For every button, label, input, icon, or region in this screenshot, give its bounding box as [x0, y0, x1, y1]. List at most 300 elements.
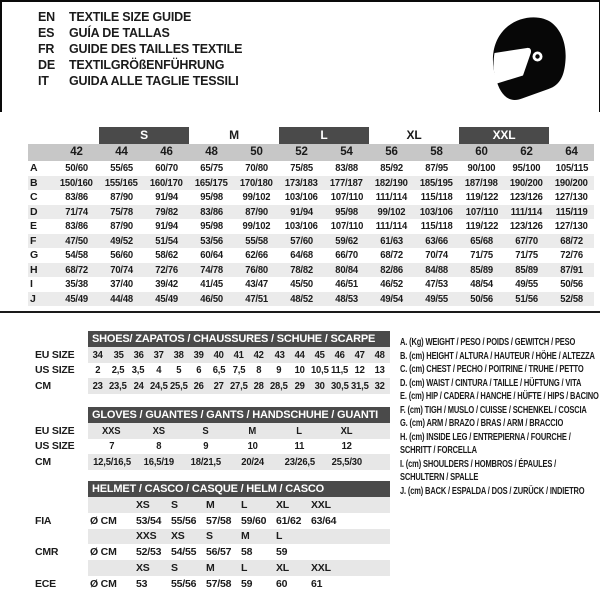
size-value-cell	[148, 380, 168, 392]
measurement-value: 55/65	[110, 162, 133, 174]
measurement-cell	[54, 248, 99, 263]
helmet-size-cell	[134, 562, 169, 574]
value-text: 7	[108, 440, 115, 453]
measurement-value: 66/70	[335, 249, 358, 261]
measurement-cell	[324, 234, 369, 249]
table-row	[30, 378, 392, 394]
size-text: L	[241, 498, 248, 511]
size-value-cell	[88, 456, 135, 468]
size-text: XXL	[311, 498, 331, 511]
measurement-value: 70/74	[425, 249, 448, 261]
size-text: XL	[276, 498, 290, 511]
measurement-cell	[279, 292, 324, 307]
measurement-value: 64/68	[290, 249, 313, 261]
measurement-cell	[189, 161, 234, 176]
standard-label: ECE	[35, 577, 56, 590]
size-text: XXL	[311, 562, 331, 575]
measurement-value: 49/55	[515, 278, 538, 290]
measurement-value: 76/80	[245, 263, 268, 276]
measurement-cell	[279, 277, 324, 292]
size-number: 52	[295, 146, 308, 158]
size-value-cell	[189, 364, 209, 376]
measurement-value: 95/98	[335, 205, 358, 218]
value-text: 10	[247, 440, 258, 453]
gloves-size-table	[30, 407, 392, 470]
row-letter: A	[30, 162, 38, 174]
measurement-value: 68/72	[65, 263, 88, 276]
value-text: 59	[241, 577, 253, 590]
row-label: US SIZE	[35, 364, 75, 377]
measurement-cell	[234, 205, 279, 220]
size-group-label: L	[279, 127, 369, 144]
measurement-cell	[144, 219, 189, 234]
size-value-cell	[269, 380, 289, 392]
measurement-cell	[324, 190, 369, 205]
language-row	[38, 9, 242, 25]
table-row	[30, 423, 392, 439]
measurement-value: 56/60	[110, 249, 133, 261]
size-number: 64	[565, 146, 578, 158]
language-row	[38, 73, 242, 89]
measurement-cell	[324, 263, 369, 278]
measurement-value: 85/89	[470, 263, 493, 276]
value-text: L	[296, 424, 303, 437]
value-text: 54/55	[171, 546, 197, 559]
measurement-value: 70/80	[245, 162, 268, 174]
value-text: 25,5	[169, 379, 188, 392]
helmet-size-table	[30, 481, 392, 592]
value-text: 10	[294, 364, 305, 377]
measurement-row	[28, 292, 594, 307]
value-text: 48	[374, 348, 385, 361]
helmet-size-cell	[274, 530, 309, 542]
helmet-value-cell	[309, 578, 344, 590]
measurement-value: 72/76	[155, 263, 178, 276]
measurement-value: 48/54	[470, 278, 493, 290]
helmet-value-cell	[204, 578, 239, 590]
measurement-cell	[144, 248, 189, 263]
helmet-size-cell	[169, 562, 204, 574]
value-text: 34	[92, 348, 104, 361]
size-text: S	[206, 530, 213, 543]
measurement-value: 59/62	[335, 234, 358, 247]
measurement-cell	[459, 219, 504, 234]
value-text: 6,5	[212, 364, 226, 377]
value-text: 42	[254, 348, 265, 361]
measurement-row	[28, 176, 594, 191]
legend-item: E. (cm) HIP / CADERA / HANCHE / HÜFTE / HIPS / BACINO	[400, 391, 599, 402]
measurement-value: 107/110	[330, 191, 363, 203]
measurement-cell	[549, 234, 594, 249]
measurement-value: 47/53	[425, 278, 448, 290]
value-text: 28,5	[270, 379, 289, 392]
size-value-cell	[309, 364, 329, 376]
measurement-cell	[144, 234, 189, 249]
measurement-cell	[504, 205, 549, 220]
measurement-cell	[369, 248, 414, 263]
measurement-value: 47/51	[245, 292, 268, 305]
measurement-cell	[234, 219, 279, 234]
measurement-value: 87/91	[560, 263, 583, 276]
measurement-cell	[189, 263, 234, 278]
standard-label: FIA	[35, 514, 52, 527]
measurement-cell	[459, 176, 504, 191]
size-value-cell	[128, 364, 148, 376]
value-text: 24	[133, 379, 144, 392]
size-value-cell	[309, 349, 329, 361]
measurement-cell	[99, 292, 144, 307]
helmet-size-cell	[309, 499, 344, 511]
size-value-cell	[289, 364, 309, 376]
size-value-cell	[249, 364, 269, 376]
measurement-value: 115/118	[420, 220, 453, 232]
legend-item: A. (Kg) WEIGHT / PESO / POIDS / GEWITCH / PESO	[400, 337, 576, 348]
value-text: 55/56	[171, 577, 197, 590]
value-text: 35	[113, 348, 124, 361]
value-text: 39	[193, 348, 204, 361]
size-text: L	[276, 530, 283, 543]
helmet-values	[88, 544, 390, 560]
value-text: 56/57	[206, 546, 232, 559]
table-title-bar	[88, 407, 390, 423]
size-group-label: XXL	[459, 127, 549, 144]
measurement-value: 85/92	[380, 162, 403, 174]
left-border-line	[0, 0, 2, 112]
measurement-cell	[459, 205, 504, 220]
legend-item: B. (cm) HEIGHT / ALTURA / HAUTEUR / HÖHE / ALTEZZA	[400, 350, 595, 362]
helmet-size-cell	[239, 530, 274, 542]
size-value-cell	[350, 380, 370, 392]
row-letter: F	[30, 234, 37, 247]
language-title: TEXTILGRÖßENFÜHRUNG	[69, 58, 225, 72]
size-value-cell	[108, 364, 128, 376]
measurement-value: 41/45	[200, 278, 223, 290]
measurement-value: 177/187	[330, 176, 363, 189]
size-value-cell	[148, 349, 168, 361]
value-text: 46	[334, 348, 345, 361]
measurement-value: 99/102	[242, 220, 271, 232]
measurement-value: 48/52	[290, 292, 313, 305]
size-text: XS	[136, 498, 150, 511]
helmet-size-cell	[134, 499, 169, 511]
measurement-cell	[414, 263, 459, 278]
helmet-size-cell	[309, 562, 344, 574]
measurement-cell	[279, 248, 324, 263]
helmet-size-cell	[239, 499, 274, 511]
measurement-value: 51/56	[515, 292, 538, 305]
size-value-cell	[229, 380, 249, 392]
value-text: 63/64	[311, 514, 337, 527]
measurement-value: 72/76	[560, 249, 583, 261]
measurement-cell	[324, 277, 369, 292]
size-value-cell	[189, 380, 209, 392]
language-code: ES	[38, 26, 55, 40]
size-text: L	[241, 562, 248, 575]
size-value-cell	[182, 425, 229, 437]
measurement-cell	[144, 176, 189, 191]
measurement-value: 50/56	[560, 278, 583, 290]
value-text: 8	[256, 364, 262, 377]
measurement-value: 65/75	[200, 162, 223, 174]
measurement-cell	[549, 161, 594, 176]
measurement-value: 111/114	[510, 205, 543, 218]
measurement-value: 47/50	[65, 234, 88, 247]
value-text: 9	[276, 364, 282, 377]
size-text: XS	[171, 530, 185, 543]
size-group-label: M	[229, 128, 239, 142]
helmet-sizes-row	[30, 497, 392, 513]
measurement-cell	[549, 248, 594, 263]
measurement-legend	[400, 336, 600, 498]
measurement-cell	[54, 277, 99, 292]
measurement-value: 71/75	[515, 249, 538, 261]
measurement-value: 127/130	[555, 220, 588, 232]
size-value-cell	[276, 425, 323, 437]
helmet-size-cell	[169, 530, 204, 542]
value-text: 58	[241, 546, 253, 559]
size-value-cell	[249, 380, 269, 392]
value-text: XS	[152, 424, 165, 437]
measurement-cell	[504, 263, 549, 278]
value-text: 10,5	[310, 364, 329, 377]
measurement-cell	[234, 176, 279, 191]
legend-item: I. (cm) SHOULDERS / HOMBROS / ÉPAULES / SCHULTERN / SPALLE	[400, 458, 557, 483]
measurement-value: 65/68	[470, 234, 493, 247]
size-value-cell	[229, 425, 276, 437]
measurement-cell	[54, 205, 99, 220]
measurement-cell	[99, 190, 144, 205]
measurement-value: 71/74	[65, 205, 88, 218]
size-value-cell	[370, 380, 390, 392]
measurement-cell	[54, 190, 99, 205]
measurement-value: 115/118	[420, 191, 453, 203]
measurement-cell	[144, 205, 189, 220]
size-number: 50	[250, 146, 263, 158]
measurement-value: 103/106	[285, 220, 318, 232]
value-text: 2	[95, 364, 101, 377]
measurement-value: 91/94	[155, 220, 178, 232]
measurement-cell	[54, 234, 99, 249]
measurement-value: 87/90	[110, 220, 133, 232]
legend-item: J. (cm) BACK / ESPALDA / DOS / ZURÜCK / INDIETRO	[400, 485, 585, 497]
measurement-cell	[144, 292, 189, 307]
measurement-value: 49/55	[425, 292, 448, 305]
value-text: 23/26,5	[284, 455, 315, 468]
measurement-cell	[414, 277, 459, 292]
helmet-values	[88, 513, 390, 529]
measurement-value: 103/106	[285, 191, 318, 203]
value-text: 8	[155, 440, 162, 453]
measurement-value: 155/165	[105, 176, 138, 189]
standard-label: CMR	[35, 546, 59, 559]
value-text: 61/62	[276, 514, 302, 527]
measurement-cell	[324, 176, 369, 191]
measurement-cell	[99, 248, 144, 263]
measurement-value: 45/49	[155, 292, 178, 305]
size-number: 54	[340, 146, 353, 158]
table-title-bar	[88, 331, 390, 347]
measurement-cell	[504, 161, 549, 176]
helmet-size-cell	[204, 530, 239, 542]
measurement-cell	[369, 219, 414, 234]
size-value-cell	[289, 380, 309, 392]
row-values	[88, 378, 390, 394]
measurement-cell	[459, 263, 504, 278]
size-value-cell	[229, 440, 276, 452]
row-letter: D	[30, 205, 38, 218]
value-text: 12	[354, 364, 365, 377]
size-number: 58	[430, 146, 443, 158]
measurement-cell	[189, 234, 234, 249]
size-text: M	[206, 498, 215, 511]
value-text: 13	[374, 364, 385, 377]
size-value-cell	[88, 349, 108, 361]
measurement-value: 50/56	[470, 292, 493, 305]
measurement-value: 75/78	[110, 205, 133, 218]
helmet-value-cell	[169, 578, 204, 590]
language-row	[38, 57, 242, 73]
value-text: 45	[314, 348, 325, 361]
measurement-value: 43/47	[245, 278, 268, 290]
measurement-cell	[279, 234, 324, 249]
helmet-value-cell	[239, 546, 274, 558]
measurement-cell	[369, 190, 414, 205]
measurement-cell	[234, 263, 279, 278]
measurement-cell	[504, 277, 549, 292]
measurement-cell	[189, 219, 234, 234]
measurement-value: 45/49	[65, 292, 88, 305]
measurement-value: 71/75	[470, 249, 493, 261]
measurement-row	[28, 161, 594, 176]
measurement-value: 75/85	[290, 162, 313, 174]
table-title: HELMET / CASCO / CASQUE / HELM / CASCO	[92, 483, 324, 495]
measurement-value: 57/60	[290, 234, 313, 247]
size-text: M	[241, 530, 250, 543]
size-text: S	[171, 562, 178, 575]
measurement-cell	[414, 205, 459, 220]
measurement-value: 68/72	[380, 249, 403, 261]
measurement-cell	[369, 205, 414, 220]
measurement-value: 84/88	[425, 263, 448, 276]
value-text: 59/60	[241, 514, 267, 527]
measurement-cell	[549, 263, 594, 278]
measurement-cell	[504, 176, 549, 191]
row-label: CM	[35, 455, 51, 468]
table-title-bar	[88, 481, 390, 497]
measurement-cell	[234, 248, 279, 263]
value-text: 38	[173, 348, 184, 361]
measurement-cell	[54, 219, 99, 234]
measurement-value: 62/66	[245, 249, 268, 261]
measurement-cell	[99, 219, 144, 234]
language-title: GUÍA DE TALLAS	[69, 26, 170, 40]
size-group-label: XL	[406, 128, 422, 142]
measurement-cell	[279, 190, 324, 205]
helmet-size-cell	[169, 499, 204, 511]
language-code: IT	[38, 74, 49, 88]
table-row	[30, 363, 392, 379]
measurement-value: 60/70	[155, 162, 178, 174]
size-value-cell	[135, 425, 182, 437]
measurement-row	[28, 277, 594, 292]
measurement-cell	[144, 161, 189, 176]
measurement-cell	[459, 161, 504, 176]
measurement-value: 39/42	[155, 278, 178, 290]
value-text: 32	[374, 379, 385, 392]
legend-item: H. (cm) INSIDE LEG / ENTREPIERNA / FOURCHE / SCHRITT / FORCELLA	[400, 431, 571, 456]
diameter-unit: Ø CM	[90, 546, 117, 559]
measurement-cell	[279, 263, 324, 278]
measurement-cell	[504, 234, 549, 249]
measurement-cell	[414, 161, 459, 176]
measurement-cell	[324, 248, 369, 263]
value-text: XXS	[102, 424, 121, 437]
measurement-cell	[279, 161, 324, 176]
size-value-cell	[276, 456, 323, 468]
measurement-value: 44/48	[110, 292, 133, 305]
language-title-block	[38, 9, 242, 89]
row-letter: E	[30, 220, 37, 232]
size-value-cell	[229, 364, 249, 376]
measurement-cell	[324, 292, 369, 307]
helmet-sizes-row	[30, 560, 392, 576]
value-text: 23	[92, 379, 104, 392]
size-number: 60	[475, 146, 488, 158]
value-text: 23,5	[109, 379, 128, 392]
measurement-value: 160/170	[150, 176, 183, 189]
size-value-cell	[182, 440, 229, 452]
size-value-cell	[330, 364, 350, 376]
measurement-cell	[99, 176, 144, 191]
measurement-value: 95/100	[512, 162, 541, 174]
helmet-size-cell	[274, 499, 309, 511]
measurement-cell	[189, 248, 234, 263]
value-text: 6	[196, 364, 202, 377]
size-text: S	[171, 498, 178, 511]
measurement-cell	[414, 234, 459, 249]
measurement-value: 80/84	[335, 263, 358, 276]
size-value-cell	[323, 425, 370, 437]
value-text: 16,5/19	[143, 455, 174, 468]
size-value-cell	[350, 364, 370, 376]
helmet-value-cell	[204, 546, 239, 558]
value-text: 55/56	[171, 514, 197, 527]
measurement-cell	[99, 234, 144, 249]
measurement-cell	[99, 263, 144, 278]
helmet-value-cell	[134, 515, 169, 527]
row-label: EU SIZE	[35, 424, 75, 437]
measurement-cell	[549, 205, 594, 220]
value-text: 30	[314, 379, 325, 392]
section-divider	[0, 311, 600, 313]
measurement-cell	[504, 219, 549, 234]
value-text: 44	[294, 348, 305, 361]
measurement-cell	[369, 234, 414, 249]
value-text: 52/53	[136, 546, 162, 559]
value-text: 2,5	[111, 364, 125, 377]
legend-item: C. (cm) CHEST / PECHO / POITRINE / TRUHE / PETTO	[400, 364, 584, 375]
measurement-value: 55/58	[245, 234, 268, 247]
size-value-cell	[88, 380, 108, 392]
value-text: 7,5	[232, 364, 246, 377]
size-value-cell	[108, 349, 128, 361]
helmet-size-cell	[274, 562, 309, 574]
measurement-cell	[549, 190, 594, 205]
value-text: 29	[294, 379, 305, 392]
size-value-cell	[370, 349, 390, 361]
measurement-cell	[369, 292, 414, 307]
language-row	[38, 41, 242, 57]
